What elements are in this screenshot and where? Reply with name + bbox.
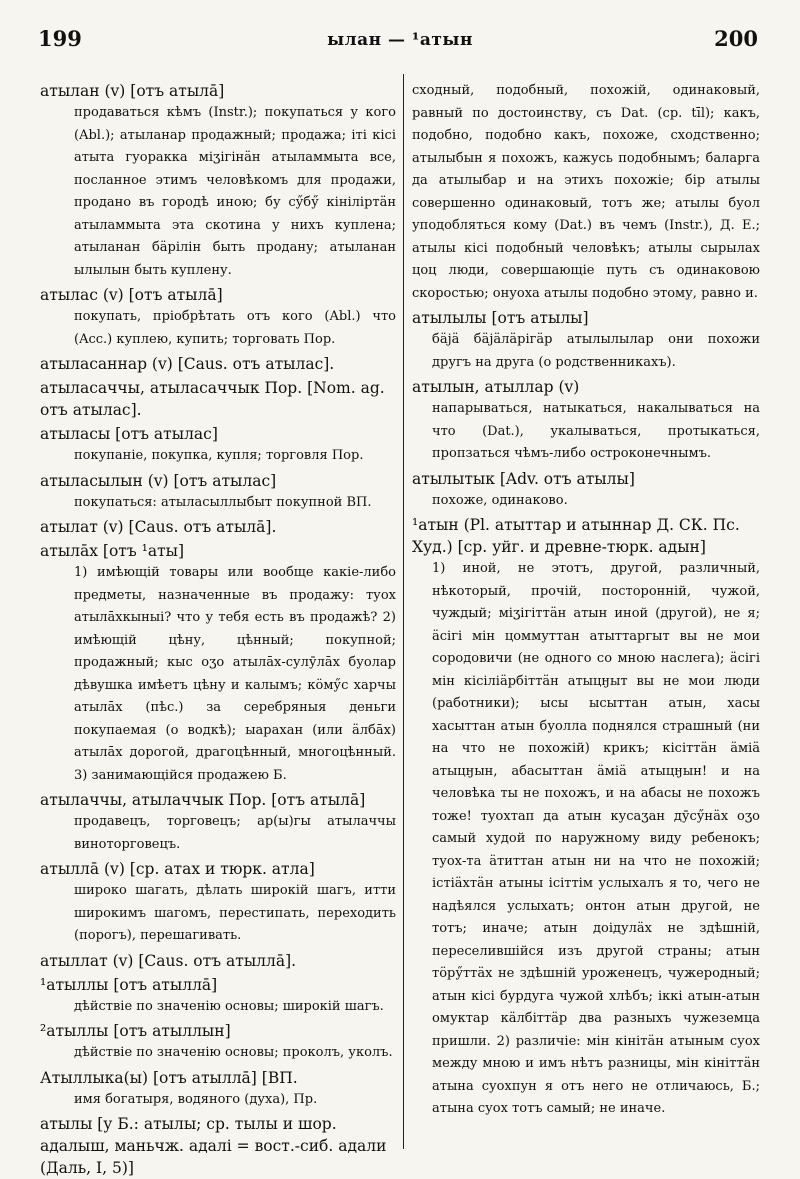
running-title: ылан — ¹атын: [327, 30, 473, 50]
entry-headword: атылла̄ (v) [ср. атах и тюрк. атла]: [40, 860, 315, 878]
dictionary-entry: [40, 377, 396, 421]
entry-headword: атылан (v) [отъ атыла̄]: [40, 82, 225, 100]
entry-definition: бӓјӓ бӓјӓлӓрігӓр атылылылар они похожи другъ на друга (о родственникахъ).: [432, 332, 760, 370]
page-number-right: 200: [714, 26, 758, 51]
entry-headword: ²атыллы [отъ атыллын]: [40, 1022, 231, 1040]
dictionary-entry: [40, 516, 396, 538]
dictionary-entry: [412, 468, 760, 513]
entry-headword: атылын, атыллар (v): [412, 378, 580, 396]
dictionary-entry: [40, 858, 396, 948]
entry-headword: атыллат (v) [Caus. отъ атылла̄].: [40, 951, 297, 970]
dictionary-entry: [412, 514, 760, 1121]
entry-headword: атыла̄х [отъ ¹аты]: [40, 542, 185, 560]
entry-headword: ¹атын (Pl. атыттар и атыннар Д. СК. Пс. Худ.) [ср. уйг. и древне-тюрк. адын]: [412, 516, 740, 556]
right-column: [412, 80, 760, 1147]
entry-definition: продаваться кѣмъ (Instr.); покупаться у кого (Abl.); атыланар продажный; продажа; іті кісі атыта гуоракка міӡігінӓн атыламмыта все, посланное этимъ человѣкомъ для продажи, продано въ городѣ иною; бу сӳбӳ кініліртӓн атыламмыта эта скотина у нихъ куплена; атыланан бӓрілін быть продану; атыланан ылылын быть куплену.: [74, 105, 396, 278]
entry-headword: атыласы [отъ атылас]: [40, 425, 218, 443]
entry-headword: атылас (v) [отъ атыла̄]: [40, 286, 223, 304]
entry-headword: ¹атыллы [отъ атылла̄]: [40, 975, 218, 994]
dictionary-entry: [40, 974, 396, 1019]
dictionary-entry: [40, 470, 396, 515]
entry-definition: продавецъ, торговецъ; ар(ы)гы атылаччы виноторговецъ.: [74, 814, 396, 852]
entry-headword: атыласылын (v) [отъ атылас]: [40, 471, 277, 490]
dictionary-entry: [40, 789, 396, 856]
dictionary-entry: [40, 1020, 396, 1065]
entry-headword: атыласаннар (v) [Caus. отъ атылас].: [40, 355, 335, 373]
column-divider: [403, 74, 404, 1149]
entry-definition: покупаться: атыласыллыбыт покупной ВП.: [74, 494, 372, 510]
entry-headword: атылылы [отъ атылы]: [412, 309, 589, 327]
dictionary-entry: [40, 80, 396, 282]
entry-definition: имя богатыря, водяного (духа), Пр.: [74, 1091, 318, 1107]
dictionary-entry: [412, 307, 760, 374]
entry-definition: покупаніе, покупка, купля; торговля Пор.: [74, 448, 364, 463]
dictionary-entry: [40, 950, 396, 972]
entry-definition: похоже, одинаково.: [432, 492, 568, 508]
dictionary-entry: [40, 1113, 396, 1179]
dictionary-entry: [40, 284, 396, 351]
entry-definition: дѣйствіе по значенію основы; проколъ, уколъ.: [74, 1045, 393, 1060]
entry-definition: покупать, пріобрѣтать отъ кого (Abl.) что (Acc.) куплею, купить; торговать Пор.: [74, 309, 396, 347]
entry-headword: атылаччы, атылаччык Пор. [отъ атыла̄]: [40, 791, 366, 809]
entry-definition: сходный, подобный, похожій, одинаковый, равный по достоинству, съ Dat. (ср. tīl); какъ, подобно, подобно какъ, похоже, сходственно; атылыбын я похожъ, кажусь подобнымъ; баларга да атылыбар и на этихъ похожіе; бір атылы совершенно одинаковый, тотъ же; атылы буол уподобляться кому (Dat.) въ чемъ (Instr.), Д. Е.; атылы кісі подобный человѣкъ; атылы сырылах цоц люди, совершающіе путь съ одинаковою скоростью; онуоха атылы подобно этому, равно и.: [412, 83, 760, 301]
dictionary-entry: [40, 423, 396, 468]
entry-headword: атылытык [Adv. отъ атылы]: [412, 469, 635, 488]
entry-definition: 1) иной, не этотъ, другой, различный, нѣкоторый, прочій, посторонній, чужой, чуждый; міӡігіттӓн атын иной (другой), не я; ӓсігі мін цоммуттан атыттаргыт вы не мои сородовичи (не одного со мною наслега); ӓсігі мін кісіліӓрбіттӓн атыцӈыт вы не мои люди (работники); ысы ысыттан атын, хасы хасыттан атын буолла поднялся страшный (ни на что не похожій) крикъ; кісіттӓн ӓміӓ атыцӈын, абасыттан ӓміӓ атыцӈын! и на человѣка ты не похожъ, и на абасы не похожъ тоже! туохтап да атын кусаӡан дӯсӳнӓх оӡо самый худой по наружному виду ребенокъ; туох-та ӓтиттан атын ни на что не похожій; істіӓхтӓн атыны ісіттім услыхалъ я то, чего не надѣялся услыхать; онтон атын другой, не тотъ; иначе; атын доідулӓх не здѣшній, переселившійся изъ другой страны; атын тӧрӳттӓх не здѣшній уроженецъ, чужеродный; атын кісі бурдуга чужой хлѣбъ; іккі атын-атын омуктар кӓлбіттӓр два разныхъ чужеземца пришли. 2) различіе: мін кінітӓн атыным суох между мною и имъ нѣтъ разницы, мін кініттӓн атына суохпун я отъ него не отличаюсь, Б.; атына суох тотъ самый; не иначе.: [432, 561, 760, 1116]
dictionary-entry: [412, 376, 760, 466]
entry-headword: Атыллыка(ы) [отъ атылла̄] [ВП.: [40, 1068, 298, 1087]
entry-definition: 1) имѣющій товары или вообще какіе-либо предметы, назначенные въ продажу: туох атыла̄хкыныі? что у тебя есть въ продажѣ? 2) имѣющій цѣну, цѣнный; покупной; продажный; кыс оӡо атыла̄х-сулӯла̄х буолар дѣвушка имѣетъ цѣну и калымъ; кӧмӳс харчы атыла̄х (пѣс.) за серебряныя деньги покупаемая (о водкѣ); ыарахан (или ӓлба̄х) атыла̄х дорогой, драгоцѣнный, многоцѣнный. 3) занимающійся продажею Б.: [74, 565, 396, 783]
dictionary-entry: [40, 540, 396, 787]
left-column: [40, 80, 396, 1177]
entry-definition: дѣйствіе по значенію основы; широкій шагъ.: [74, 998, 384, 1014]
page-number-left: 199: [38, 26, 82, 51]
dictionary-entry: [40, 353, 396, 375]
dictionary-entry: [40, 1067, 396, 1112]
dictionary-entry: [412, 80, 760, 305]
entry-headword: атылат (v) [Caus. отъ атыла̄].: [40, 518, 277, 536]
entry-headword: атыласаччы, атыласаччык Пор. [Nom. ag. отъ атылас].: [40, 379, 385, 419]
page-header: [0, 26, 800, 60]
entry-definition: широко шагать, дѣлать широкій шагъ, итти широкимъ шагомъ, перестипать, переходить (порогъ), перешагивать.: [74, 883, 396, 943]
entry-definition: напарываться, натыкаться, накалываться на что (Dat.), укалываться, протыкаться, пропзаться чѣмъ-либо остроконечнымъ.: [432, 401, 760, 461]
entry-headword: атылы [у Б.: атылы; ср. тылы и шор. адалыш, маньчж. адалі = вост.-сиб. адали (Даль, I, 5)]: [40, 1115, 387, 1177]
